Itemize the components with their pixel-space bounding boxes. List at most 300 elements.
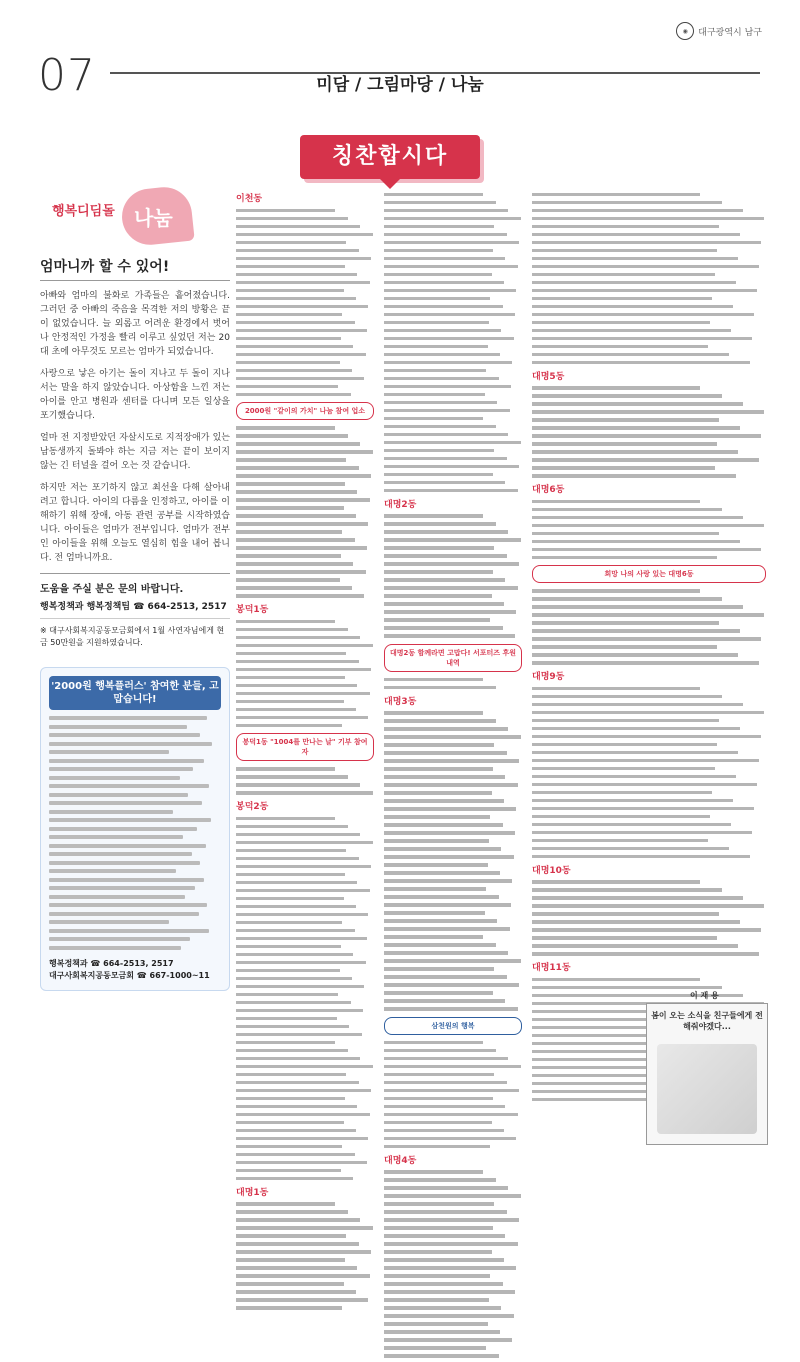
text-line [236,1153,355,1157]
text-line [236,1121,344,1125]
hope-pill: 희망 나의 사랑 있는 대명6동 [532,565,766,583]
text-line [532,815,710,819]
text-line [384,1041,483,1045]
text-line [384,610,516,614]
list-item [49,725,187,729]
text-line [236,620,335,624]
text-line [236,1282,344,1286]
text-line [384,586,518,590]
text-line [236,889,370,893]
text-line [532,548,761,552]
text-line [384,1282,503,1286]
text-line [384,1218,519,1222]
text-line [384,1186,508,1190]
list-item [49,742,212,746]
text-line [236,791,373,795]
text-line [384,751,507,755]
text-line [236,833,360,837]
text-line [236,546,367,550]
text-line [384,991,493,995]
list-item [49,759,204,763]
text-line [384,919,497,923]
text-line [384,1129,504,1133]
text-line [384,473,493,477]
text-line [384,1330,500,1334]
text-line [532,281,736,285]
story-paragraph: 사랑으로 낳은 아기는 돌이 지나고 두 돌이 지나서는 말을 하지 않았습니다. 아상함을 느낀 저는 아이를 안고 병원과 센터를 다니며 모든 일상을 포기했습니다. [40,369,230,421]
text-line [532,321,710,325]
contact-info: 행복정책과 행복정책팀 ☎ 664-2513, 2517 [40,602,227,612]
brand-logo [676,22,762,40]
text-line [384,791,492,795]
text-line [384,1210,507,1214]
text-line [384,1137,516,1141]
text-line [384,522,496,526]
text-line [236,1057,360,1061]
text-line [532,839,708,843]
text-line [384,967,494,971]
text-line [384,983,519,987]
text-line [532,637,761,641]
entry-lines [236,620,374,728]
text-line [384,329,501,333]
text-line [384,618,490,622]
text-line [236,865,371,869]
text-line [384,1306,501,1310]
entry-lines [384,711,522,1011]
text-line [532,353,729,357]
text-line [236,289,344,293]
text-line [384,863,488,867]
text-line [532,297,712,301]
text-line [236,767,335,771]
text-line [236,1258,345,1262]
list-item [49,716,207,720]
text-line [384,289,516,293]
list-item [49,767,193,771]
text-line [236,450,373,454]
text-line [236,225,360,229]
text-line [384,1250,492,1254]
entry-lines [532,193,766,365]
text-line [236,783,360,787]
text-line [236,636,360,640]
text-line [532,209,743,213]
text-line [532,474,736,478]
donor-day-pill: 봉덕1동 "1004를 만나는 날" 기부 참여자 [236,733,374,761]
text-line [236,353,366,357]
list-item [49,835,183,839]
text-line [236,969,340,973]
text-line [532,201,722,205]
text-line [384,441,521,445]
text-line [236,849,346,853]
text-line [532,532,719,536]
text-line [236,1097,345,1101]
text-line [532,434,761,438]
text-line [384,257,505,261]
text-line [236,1073,346,1077]
praise-column-3 [532,188,766,1106]
entry-lines [236,817,374,1181]
support-note: ※ 대구사회복지공동모금회에서 1월 사연자님에게 현금 50만원을 지원하였습니다. [40,618,230,649]
entry-lines [384,1170,522,1358]
text-line [236,578,340,582]
text-line [236,873,345,877]
text-line [532,410,764,414]
text-line [384,1242,518,1246]
text-line [384,305,503,309]
text-line [236,1169,341,1173]
text-line [384,1258,504,1262]
dong-title: 이천동 [236,194,263,204]
donor-box-title: '2000원 행복플러스' 참여한 분들, 고맙습니다! [49,676,221,710]
text-line [532,855,750,859]
text-line [384,847,501,851]
entry-lines [384,678,522,690]
text-line [384,393,485,397]
text-line [236,297,356,301]
text-line [384,1354,499,1358]
text-line [384,1298,489,1302]
text-line [384,1121,492,1125]
text-line [384,481,505,485]
text-line [532,225,719,229]
text-line [236,825,348,829]
text-line [384,1113,518,1117]
text-line [532,944,738,948]
list-item [49,818,211,822]
list-item [49,920,169,924]
text-line [236,921,342,925]
text-line [384,281,504,285]
text-line [384,775,505,779]
text-line [384,578,505,582]
text-line [384,1338,512,1342]
text-line [532,500,700,504]
text-line [384,1266,516,1270]
text-line [236,434,348,438]
text-line [384,562,519,566]
text-line [384,895,499,899]
text-line [236,217,348,221]
text-line [384,951,508,955]
dong-title: 봉덕2동 [236,802,269,812]
praise-column-1 [236,188,374,1314]
cartoon-illustration [657,1044,757,1134]
text-line [236,985,364,989]
text-line [384,1346,486,1350]
story-heading: 엄마니까 할 수 있어! [40,256,230,281]
list-item [49,793,188,797]
text-line [384,570,493,574]
text-line [236,977,352,981]
text-line [532,402,743,406]
dong-title: 대명6동 [532,485,565,495]
text-line [236,426,335,430]
text-line [384,465,519,469]
text-line [384,767,493,771]
text-line [236,961,366,965]
text-line [532,661,759,665]
brand-name: 대구광역시 남구 [698,27,762,38]
text-line [384,1057,508,1061]
text-line [532,249,717,253]
dong-title: 봉덕1동 [236,605,269,615]
list-item [49,776,180,780]
text-line [236,369,352,373]
text-line [236,554,341,558]
text-line [532,193,700,197]
text-line [236,1177,353,1181]
text-line [532,759,759,763]
story-paragraph: 하지만 저는 포기하지 않고 최선을 다해 살아내려고 합니다. 아이의 다름을 인정하고, 아이를 이해하기 위해 장애, 아동 관련 공부를 시작하였습니다. 아이들은 엄마가 전부입니다. 엄마가 전부인 아이들을 위해 오늘도 열심히 힘을 내어 봅니다. 전 엄마니까요. [40,483,230,563]
text-line [236,1041,335,1045]
text-line [236,1089,371,1093]
text-line [532,257,738,261]
text-line [236,514,356,518]
praise-banner [300,135,480,179]
text-line [532,727,740,731]
text-line [236,945,341,949]
text-line [532,653,738,657]
entry-lines [236,209,374,397]
text-line [236,913,368,917]
text-line [532,337,752,341]
story-paragraph: 아빠와 엄마의 불화로 가족들은 흩어졌습니다. 그러던 중 아빠의 죽음을 목격한 저의 방황은 끝이 없었습니다. 늘 외롭고 어려운 환경에서 벗어나 안정적인 가정을 빨리 이루고 싶었던 저는 20대 초에 아무것도 모르는 엄마가 되었습니다. [40,291,230,357]
text-line [384,1105,505,1109]
text-line [236,628,348,632]
dong-title: 대명1동 [236,1187,269,1198]
text-line [236,684,357,688]
text-line [384,425,496,429]
text-line [236,337,341,341]
text-line [236,841,373,845]
text-line [384,233,507,237]
text-line [236,1129,356,1133]
text-line [236,1145,342,1149]
text-line [236,1274,370,1278]
text-line [236,233,373,237]
text-line [384,911,485,915]
dong-title: 대명4동 [384,1155,417,1166]
text-line [236,857,359,861]
text-line [384,377,499,381]
text-line [384,546,494,550]
text-line [384,321,489,325]
text-line [384,594,492,598]
text-line [532,775,736,779]
section-title: 미담 / 그림마당 / 나눔 [316,75,484,95]
dong-title: 대명11동 [532,963,571,973]
text-line [236,329,367,333]
text-line [384,265,518,269]
text-line [236,660,359,664]
dong-title: 대명2동 [384,499,417,510]
text-line [236,652,346,656]
text-line [384,727,508,731]
text-line [532,289,757,293]
text-line [384,1065,521,1069]
text-line [236,273,357,277]
entry-lines [532,589,766,665]
list-item [49,733,200,737]
text-line [384,554,507,558]
text-line [236,1025,349,1029]
text-line [384,361,512,365]
story-paragraph: 얼마 전 지정받았던 자살시도로 지적장애가 있는 남동생까지 돌봐야 하는 지금 저는 끝이 보이지 않는 긴 터널을 걸어 오는 것 같습니다. [40,433,230,471]
text-line [236,700,344,704]
text-line [384,1202,494,1206]
text-line [532,458,759,462]
logo-subtitle: 행복디딤돌 [52,204,115,219]
text-line [532,645,717,649]
text-line [236,265,345,269]
text-line [236,1105,357,1109]
text-line [236,1250,371,1254]
text-line [236,1049,348,1053]
text-line [532,556,717,560]
text-line [236,1113,370,1117]
text-line [384,1274,490,1278]
entry-lines [236,1202,374,1310]
text-line [236,321,355,325]
list-item [49,937,190,941]
text-line [384,602,504,606]
text-line [532,524,764,528]
list-item [49,810,173,814]
text-line [384,975,507,979]
text-line [384,225,494,229]
text-line [236,1137,368,1141]
list-item [49,886,195,890]
list-item [49,869,176,873]
text-line [532,743,717,747]
logo-title: 나눔 [134,206,173,230]
cartoon-panel [646,1003,768,1145]
text-line [384,433,508,437]
text-line [532,466,715,470]
text-line [236,817,335,821]
text-line [384,1178,496,1182]
text-line [236,1218,360,1222]
text-line [236,257,371,261]
text-line [384,345,488,349]
text-line [236,586,352,590]
list-item [49,895,185,899]
text-line [384,887,486,891]
text-line [384,417,483,421]
text-line [384,927,510,931]
list-item [49,912,199,916]
text-line [532,540,740,544]
text-line [532,936,717,940]
text-line [236,570,366,574]
footer-contact: 대구사회복지공동모금회 ☎ 667-1000~11 [49,970,210,980]
text-line [532,735,761,739]
text-line [236,1290,356,1294]
list-item [49,929,209,933]
text-line [384,409,510,413]
text-line [384,855,514,859]
text-line [532,241,761,245]
donor-box [40,667,230,991]
text-line [384,903,511,907]
text-line [384,686,496,690]
text-line [236,668,371,672]
text-line [384,823,503,827]
text-line [384,297,490,301]
text-line [384,1234,505,1238]
text-line [384,711,483,715]
text-line [532,799,733,803]
text-line [384,799,504,803]
text-line [532,920,740,924]
text-line [532,233,740,237]
text-line [532,978,700,982]
text-line [532,450,738,454]
text-line [384,514,483,518]
text-line [236,562,353,566]
text-line [532,783,757,787]
text-line [384,1170,483,1174]
text-line [532,265,759,269]
text-line [236,708,356,712]
text-line [532,394,722,398]
page-number: 07 [38,50,96,101]
text-line [384,489,518,493]
text-line [236,644,373,648]
text-line [236,506,344,510]
text-line [384,313,515,317]
text-line [384,879,512,883]
text-line [384,831,515,835]
text-line [532,605,743,609]
text-line [236,522,368,526]
text-line [532,613,764,617]
text-line [532,791,712,795]
text-line [532,767,715,771]
text-line [532,621,719,625]
brand-emblem-icon: ◉ [676,22,694,40]
text-line [236,361,340,365]
text-line [384,401,497,405]
praise-column-2 [384,188,522,1362]
text-line [532,329,731,333]
text-line [384,626,503,630]
text-line [236,1009,363,1013]
text-line [532,508,722,512]
list-item [49,861,200,865]
text-line [236,313,342,317]
text-line [236,377,364,381]
text-line [384,1073,494,1077]
text-line [384,1314,514,1318]
dong-title: 대명9동 [532,672,565,682]
text-line [236,929,355,933]
text-line [532,687,700,691]
entry-lines [384,193,522,493]
text-line [532,516,743,520]
text-line [384,538,521,542]
text-line [384,839,489,843]
text-line [532,305,733,309]
text-line [236,1161,367,1165]
entry-lines [532,500,766,560]
text-line [532,695,722,699]
entry-lines [236,426,374,598]
text-line [384,193,483,197]
